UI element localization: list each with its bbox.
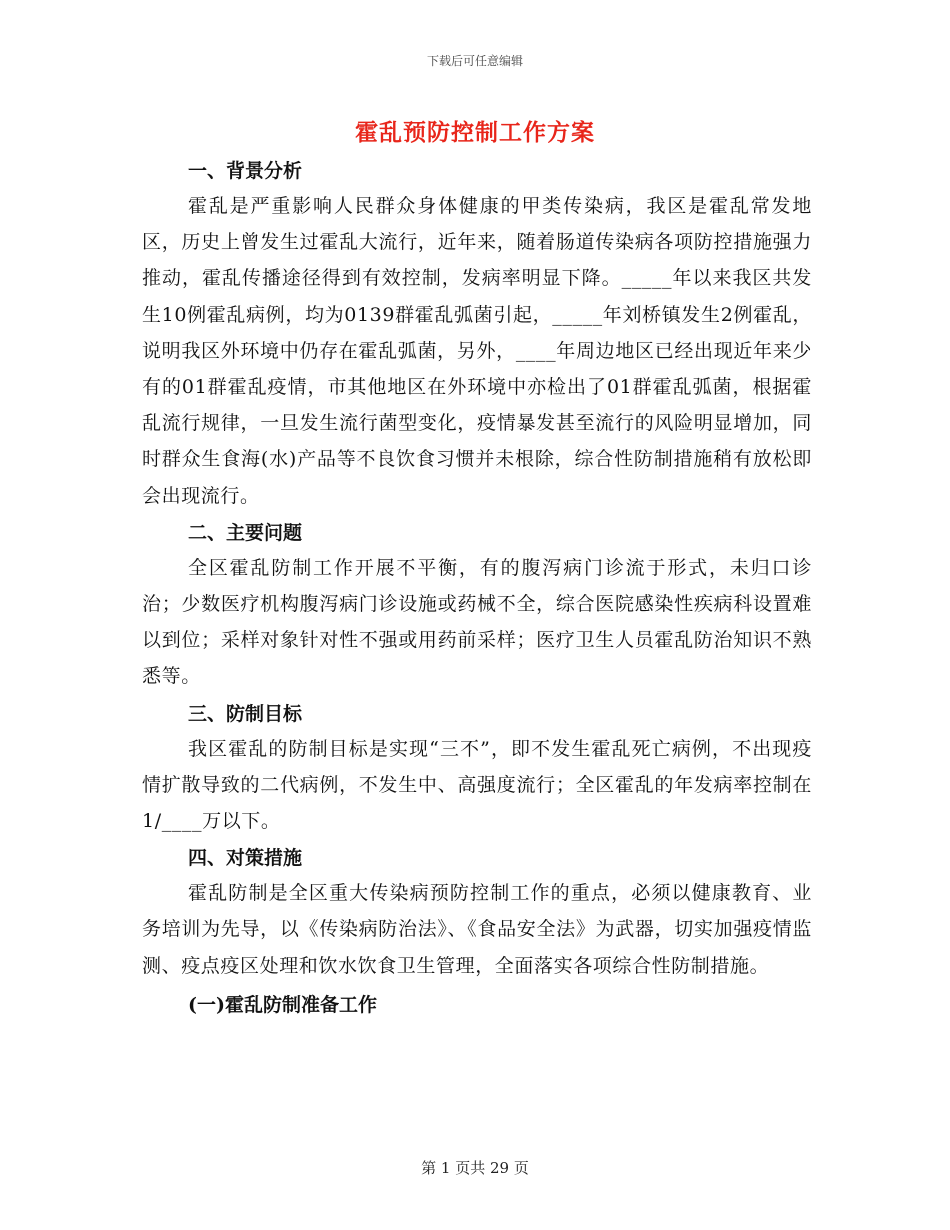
document-title: 霍乱预防控制工作方案 bbox=[355, 119, 595, 146]
section-heading-measures: 四、对策措施 bbox=[188, 847, 303, 870]
section-paragraph-background: 霍乱是严重影响人民群众身体健康的甲类传染病，我区是霍乱常发地区，历史上曾发生过霍乱大流行，近年来，随着肠道传染病各项防控措施强力推动，霍乱传播途径得到有效控制，发病率明显下降。_____年以来我区共发生10例霍乱病例，均为0139群霍乱弧菌引起，_____年刘桥镇发生2例霍乱，说明我区外环境中仍存在霍乱弧菌，另外，____年周边地区已经出现近年来少有的01群霍乱疫情，市其他地区在外环境中亦检出了01群霍乱弧菌，根据霍乱流行规律，一旦发生流行菌型变化，疫情暴发甚至流行的风险明显增加，同时群众生食海(水)产品等不良饮食习惯并未根除，综合性防制措施稍有放松即会出现流行。 bbox=[142, 195, 812, 507]
section-heading-goals: 三、防制目标 bbox=[188, 702, 303, 725]
page-footer: 第 1 页共 29 页 bbox=[421, 1159, 529, 1177]
section-heading-background: 一、背景分析 bbox=[188, 160, 303, 182]
subsection-heading-preparation: (一)霍乱防制准备工作 bbox=[188, 993, 377, 1016]
header-note: 下载后可任意编辑 bbox=[426, 54, 523, 68]
section-paragraph-goals: 我区霍乱的防制目标是实现“三不”，即不发生霍乱死亡病例，不出现疫情扩散导致的二代病例，不发生中、高强度流行；全区霍乱的年发病率控制在1/____万以下。 bbox=[142, 737, 812, 833]
section-paragraph-measures: 霍乱防制是全区重大传染病预防控制工作的重点，必须以健康教育、业务培训为先导，以《传染病防治法》、《食品安全法》为武器，切实加强疫情监测、疫点疫区处理和饮水饮食卫生管理，全面落实各项综合性防制措施。 bbox=[142, 882, 812, 977]
section-heading-problems: 二、主要问题 bbox=[188, 521, 303, 544]
section-paragraph-problems: 全区霍乱防制工作开展不平衡，有的腹泻病门诊流于形式，未归口诊治；少数医疗机构腹泻病门诊设施或药械不全，综合医院感染性疾病科设置难以到位；采样对象针对性不强或用药前采样；医疗卫生人员霍乱防治知识不熟悉等。 bbox=[142, 556, 812, 688]
document-body bbox=[142, 152, 812, 1022]
